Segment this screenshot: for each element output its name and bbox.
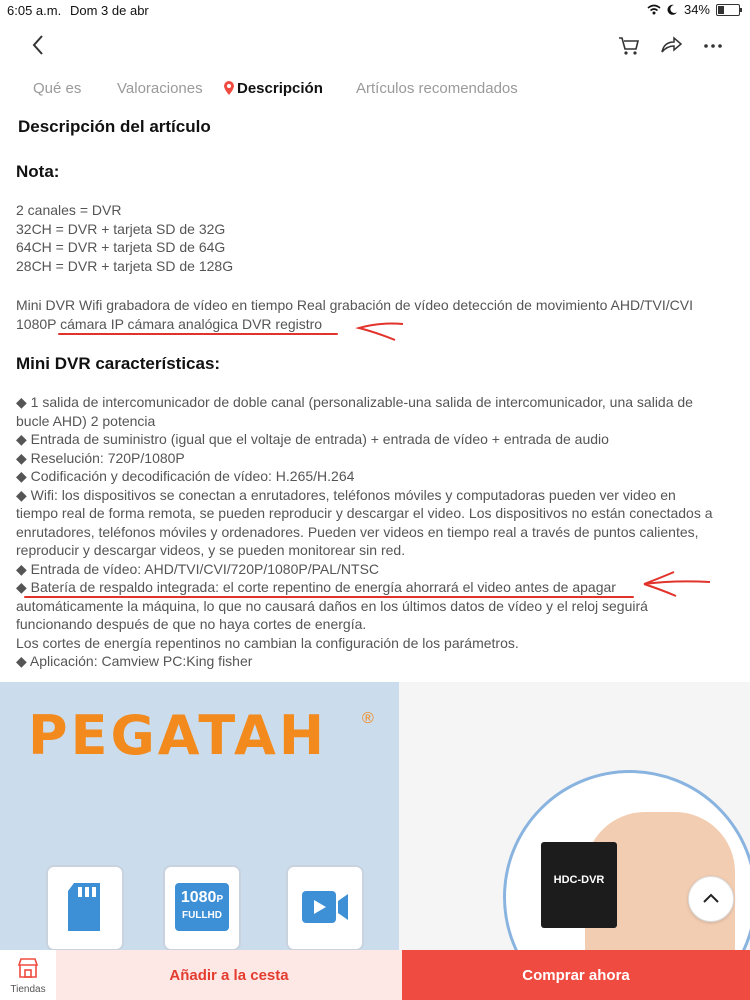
- video-feature: [286, 865, 364, 951]
- note-line: 28CH = DVR + tarjeta SD de 128G: [16, 257, 234, 274]
- features-heading: Mini DVR características:: [16, 354, 221, 373]
- summary-line: Mini DVR Wifi grabadora de vídeo en tiempo Real grabación de vídeo detección de movimiento AHD/TVI/CVI: [16, 297, 694, 313]
- add-to-cart-button[interactable]: Añadir a la cesta: [56, 950, 402, 1000]
- wifi-icon: [647, 4, 661, 15]
- fullhd-badge: [175, 883, 229, 931]
- badge-p-text: P: [216, 894, 224, 905]
- tab-bar: [0, 78, 750, 100]
- dvr-device-image: [541, 842, 617, 928]
- feature-line: Los cortes de energía repentinos no cambian la configuración de los parámetros.: [16, 634, 519, 651]
- fullhd-feature: [163, 865, 241, 951]
- feature-line: ◆ Entrada de suministro (igual que el voltaje de entrada) + entrada de vídeo + entrada de audio: [16, 431, 609, 447]
- annotation-underline: [58, 333, 338, 335]
- stores-label: Tiendas: [10, 984, 46, 995]
- moon-icon: [667, 4, 678, 15]
- tab-descripcion[interactable]: Descripción: [237, 80, 323, 97]
- status-icons: [647, 2, 740, 17]
- cart-icon[interactable]: [616, 32, 642, 58]
- feature-line: bucle AHD) 2 potencia: [16, 412, 156, 429]
- feature-line: ◆ Entrada de vídeo: AHD/TVI/CVI/720P/1080P/PAL/NTSC: [16, 560, 380, 577]
- status-date: Dom 3 de abr: [70, 3, 149, 18]
- note-line: 32CH = DVR + tarjeta SD de 32G: [16, 220, 226, 237]
- feature-line: tiempo real de forma remota, se pueden reproducir y descargar el video. Los dispositivos no están conectados a: [16, 505, 713, 521]
- note-heading: Nota:: [16, 162, 60, 181]
- note-line: 2 canales = DVR: [16, 202, 122, 218]
- feature-line: ◆ Wifi: los dispositivos se conectan a enrutadores, teléfonos móviles y computadoras pueden ver video en: [16, 486, 676, 503]
- tab-valoraciones[interactable]: Valoraciones: [117, 80, 203, 97]
- buy-now-button[interactable]: Comprar ahora: [402, 950, 750, 1000]
- more-icon[interactable]: [700, 32, 726, 58]
- video-camera-icon: [300, 881, 350, 933]
- annotation-arrow-icon: [640, 570, 712, 598]
- summary-line: 1080P cámara IP cámara analógica DVR registro: [16, 315, 323, 332]
- annotation-underline: [24, 596, 634, 598]
- section-title: Descripción del artículo: [18, 117, 211, 136]
- annotation-arrow-icon: [355, 316, 405, 342]
- note-list: [16, 201, 731, 275]
- feature-line: enrutadores, teléfonos móviles y ordenadores. Pueden ver videos en tiempo real a través de puntos calientes,: [16, 523, 699, 540]
- brand-logo: PEGATAH: [28, 704, 328, 767]
- feature-line: ◆ Batería de respaldo integrada: el corte repentino de energía ahorrará el video antes de apagar: [16, 579, 616, 595]
- feature-line: ◆ 1 salida de intercomunicador de doble canal (personalizable-una salida de intercomunicador, una salida de: [16, 394, 693, 410]
- sd-card-feature: [46, 865, 124, 951]
- status-time: 6:05 a.m.: [7, 3, 62, 18]
- battery-icon: [716, 4, 740, 16]
- location-pin-icon: [224, 81, 234, 95]
- top-nav: [0, 28, 750, 64]
- feature-line: ◆ Codificación y decodificación de vídeo: H.265/H.264: [16, 468, 355, 484]
- tab-que-es[interactable]: Qué es: [33, 80, 82, 97]
- badge-1080-text: 1080: [180, 889, 217, 906]
- chevron-up-icon: [701, 889, 721, 909]
- feature-line: reproducir y descargar videos, y se pueden monitorear sin red.: [16, 542, 406, 558]
- tab-articulos-recomendados[interactable]: Artículos recomendados: [356, 80, 518, 97]
- feature-line: ◆ Reselución: 720P/1080P: [16, 449, 185, 466]
- scroll-to-top-button[interactable]: [688, 876, 734, 922]
- registered-mark: ®: [362, 710, 374, 727]
- feature-line: ◆ Aplicación: Camview PC:King fisher: [16, 653, 253, 669]
- stores-button[interactable]: [0, 950, 56, 1000]
- bottom-action-bar: [0, 950, 750, 1000]
- device-label: HDC-DVR: [553, 874, 605, 886]
- store-icon: [16, 956, 40, 980]
- battery-percent: 34%: [683, 2, 710, 17]
- feature-line: automáticamente la máquina, lo que no causará daños en los últimos datos de vídeo y el reloj seguirá: [16, 597, 648, 614]
- features-list: [16, 393, 731, 671]
- back-arrow-icon[interactable]: [28, 32, 50, 58]
- status-bar: [0, 0, 750, 22]
- share-icon[interactable]: [658, 32, 684, 58]
- badge-fullhd-text: FULLHD: [182, 910, 222, 921]
- sd-card-icon: [60, 881, 110, 933]
- feature-line: funcionando después de que no haya cortes de energía.: [16, 616, 367, 632]
- note-line: 64CH = DVR + tarjeta SD de 64G: [16, 239, 226, 255]
